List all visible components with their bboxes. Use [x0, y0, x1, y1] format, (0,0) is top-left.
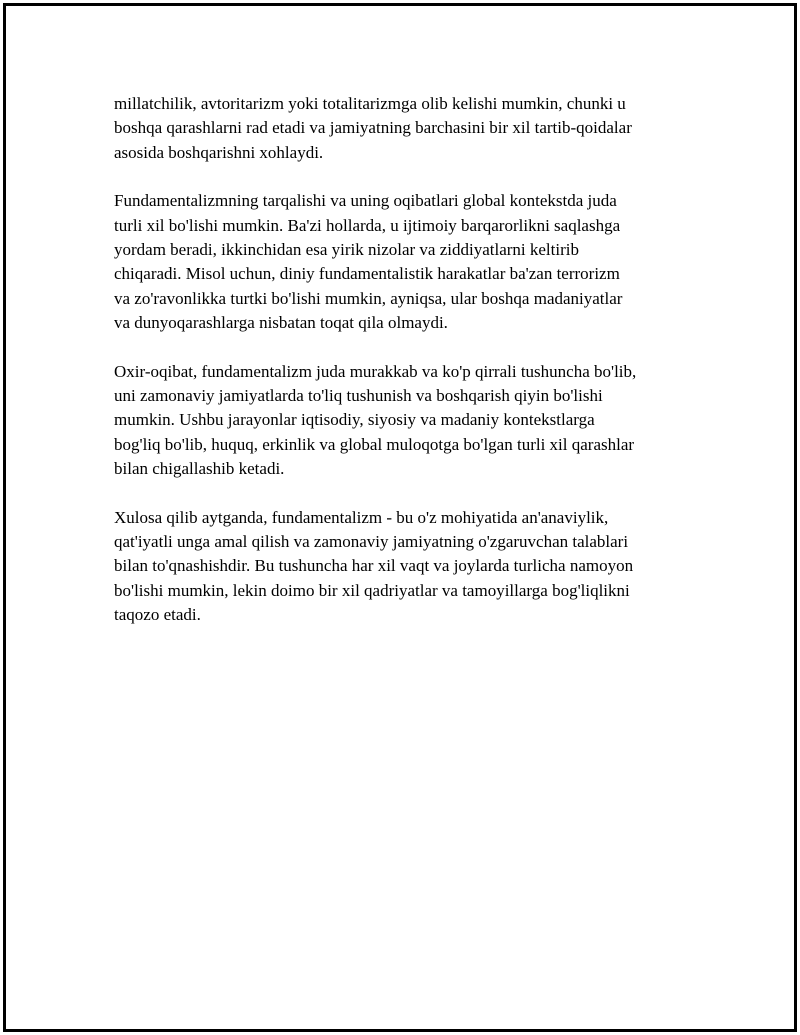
- paragraph-4: [114, 506, 694, 627]
- text-line: millatchilik, avtoritarizm yoki totalitarizmga olib kelishi mumkin, chunki u: [114, 94, 626, 113]
- text-line: yordam beradi, ikkinchidan esa yirik nizolar va ziddiyatlarni keltirib: [114, 239, 579, 259]
- text-line: bilan chigallashib ketadi.: [114, 458, 285, 478]
- text-line: taqozo etadi.: [114, 604, 201, 624]
- text-line: boshqa qarashlarni rad etadi va jamiyatning barchasini bir xil tartib-qoidalar: [114, 118, 632, 138]
- document-body: [114, 92, 694, 652]
- text-line: Fundamentalizmning tarqalishi va uning oqibatlari global kontekstda juda: [114, 191, 617, 211]
- text-line: bog'liq bo'lib, huquq, erkinlik va global muloqotga bo'lgan turli xil qarashlar: [114, 434, 635, 454]
- text-line: uni zamonaviy jamiyatlarda to'liq tushunish va boshqarish qiyin bo'lishi: [114, 385, 603, 405]
- paragraph-2: [114, 189, 694, 335]
- text-line: va zo'ravonlikka turtki bo'lishi mumkin, ayniqsa, ular boshqa madaniyatlar: [114, 288, 623, 308]
- text-line: bilan to'qnashishdir. Bu tushuncha har xil vaqt va joylarda turlicha namoyon: [114, 556, 634, 576]
- text-line: chiqaradi. Misol uchun, diniy fundamentalistik harakatlar ba'zan terrorizm: [114, 264, 620, 284]
- paragraph-3: [114, 360, 694, 481]
- text-line: mumkin. Ushbu jarayonlar iqtisodiy, siyosiy va madaniy kontekstlarga: [114, 410, 595, 430]
- paragraph-1: [114, 92, 694, 165]
- text-line: Xulosa qilib aytganda, fundamentalizm - bu o'z mohiyatida an'anaviylik,: [114, 507, 609, 527]
- text-line: asosida boshqarishni xohlaydi.: [114, 142, 324, 162]
- text-line: Oxir-oqibat, fundamentalizm juda murakkab va ko'p qirrali tushuncha bo'lib,: [114, 361, 637, 381]
- text-line: bo'lishi mumkin, lekin doimo bir xil qadriyatlar va tamoyillarga bog'liqlikni: [114, 580, 630, 600]
- text-line: turli xil bo'lishi mumkin. Ba'zi hollarda, u ijtimoiy barqarorlikni saqlashga: [114, 215, 621, 235]
- text-line: va dunyoqarashlarga nisbatan toqat qila olmaydi.: [114, 312, 448, 332]
- text-line: qat'iyatli unga amal qilish va zamonaviy jamiyatning o'zgaruvchan talablari: [114, 531, 629, 551]
